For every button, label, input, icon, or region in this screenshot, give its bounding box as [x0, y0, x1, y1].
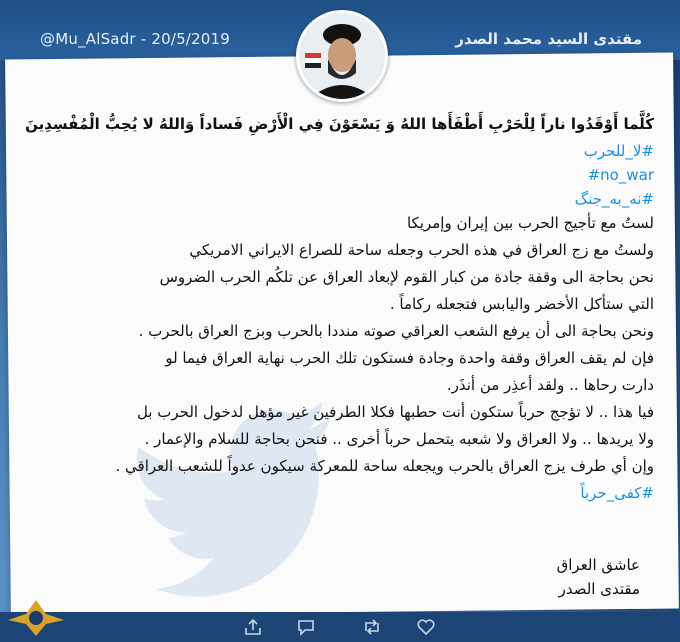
retweet-icon[interactable] [362, 618, 382, 636]
tweet-line: فيا هذا .. لا تؤجج حرباً ستكون أنت حطبها فكلا الطرفين غير مؤهل لدخول الحرب بل [136, 403, 654, 421]
tweet-handle-date: @Mu_AlSadr - 20/5/2019 [40, 30, 231, 48]
hashtag-no-war-ar[interactable]: #لا_للحرب [583, 142, 654, 160]
emblem-logo-icon [6, 594, 66, 638]
tweet-verse: كُلَّما أَوْقَدُوا ناراً لِلْحَرْبِ أَطْفَأَها اللهُ وَ يَسْعَوْنَ فِي الْأَرْضِ فَساداً وَاللهُ لا يُحِبُّ الْمُفْسِدِينَ [25, 115, 654, 133]
tweet-line: ولستُ مع زج العراق في هذه الحرب وجعله ساحة للصراع الايراني الامريكي [189, 241, 654, 259]
share-icon[interactable] [243, 618, 263, 636]
signature-line: مقتدى الصدر [558, 580, 640, 598]
author-avatar[interactable] [296, 10, 388, 102]
signature-line: عاشق العراق [556, 556, 640, 574]
tweet-signature [380, 553, 640, 601]
like-icon[interactable] [416, 618, 436, 636]
comment-icon[interactable] [296, 618, 316, 636]
tweet-line: التي ستأكل الأخضر واليابس فتجعله ركاماً . [389, 295, 654, 313]
hashtag-no-war-fa[interactable]: #نه_به_جنگ [574, 190, 654, 208]
avatar-portrait-icon [299, 13, 385, 99]
tweet-line: ولا يريدها .. ولا العراق ولا شعبه يتحمل حرباً أخرى .. فنحن بحاجة للسلام والإعمار . [144, 430, 654, 448]
tweet-author-name: مقتدى السيد محمد الصدر [455, 30, 642, 48]
hashtag-enough-war[interactable]: #كفى_حرباً [580, 484, 654, 502]
tweet-action-bar [0, 612, 680, 642]
tweet-line: ونحن بحاجة الى أن يرفع الشعب العراقي صوته منددا بالحرب وبزج العراق بالحرب . [138, 322, 654, 340]
hashtag-no-war-en[interactable]: #no_war [587, 166, 654, 184]
tweet-body [16, 112, 654, 505]
tweet-line: فإن لم يقف العراق وقفة واحدة وجادة فستكون تلك الحرب نهاية العراق فيما لو [165, 349, 654, 367]
tweet-line: لستُ مع تأجيج الحرب بين إيران وإمريكا [406, 214, 654, 232]
tweet-line: وإن أي طرف يزج العراق بالحرب ويجعله ساحة للمعركة سيكون عدواً للشعب العراقي . [115, 457, 654, 475]
tweet-line: دارت رحاها .. ولقد أعذِر من أنذَر. [446, 376, 654, 394]
tweet-line: نحن بحاجة الى وقفة جادة من كبار القوم لإبعاد العراق عن تلكُم الحرب الضروس [159, 268, 654, 286]
